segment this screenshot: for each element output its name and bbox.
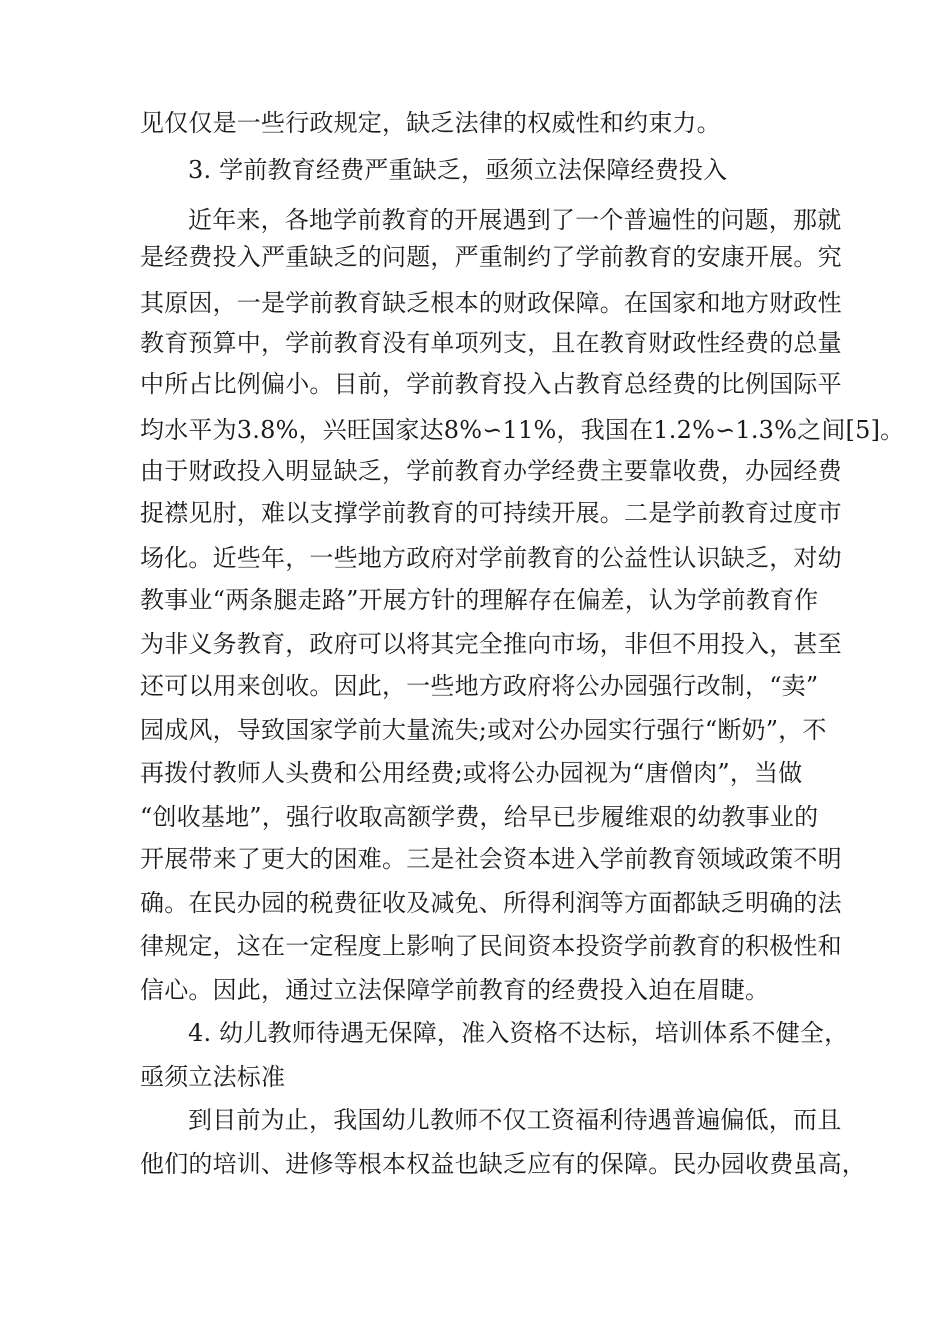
paragraph-line: 律规定，这在一定程度上影响了民间资本投资学前教育的积极性和 (140, 932, 842, 960)
paragraph-line: 是经费投入严重缺乏的问题，严重制约了学前教育的安康开展。究 (140, 243, 842, 271)
paragraph-line: 近年来，各地学前教育的开展遇到了一个普遍性的问题，那就 (188, 206, 842, 234)
paragraph-line: 教育预算中，学前教育没有单项列支，且在教育财政性经费的总量 (140, 329, 842, 357)
paragraph-line: 他们的培训、进修等根本权益也缺乏应有的保障。民办园收费虽高， (140, 1150, 866, 1178)
paragraph-line: 其原因，一是学前教育缺乏根本的财政保障。在国家和地方财政性 (140, 289, 842, 317)
paragraph-line: 教事业“两条腿走路”开展方针的理解存在偏差，认为学前教育作 (140, 586, 819, 614)
paragraph-line: 到目前为止，我国幼儿教师不仅工资福利待遇普遍偏低，而且 (188, 1106, 842, 1134)
paragraph-line: 均水平为3.8%，兴旺国家达8%∽11%，我国在1.2%∽1.3%之间[5]。 (140, 416, 905, 444)
paragraph-line: 捉襟见肘，难以支撑学前教育的可持续开展。二是学前教育过度市 (140, 499, 842, 527)
paragraph-line: 为非义务教育，政府可以将其完全推向市场，非但不用投入，甚至 (140, 630, 842, 658)
paragraph-line: 开展带来了更大的困难。三是社会资本进入学前教育领域政策不明 (140, 845, 842, 873)
paragraph-line: 由于财政投入明显缺乏，学前教育办学经费主要靠收费，办园经费 (140, 457, 842, 485)
section-heading-4-continued: 亟须立法标准 (140, 1063, 286, 1091)
paragraph-line: 园成风，导致国家学前大量流失;或对公办园实行强行“断奶”，不 (140, 716, 827, 744)
paragraph-line: “创收基地”，强行收取高额学费，给早已步履维艰的幼教事业的 (140, 803, 819, 831)
paragraph-line: 场化。近些年，一些地方政府对学前教育的公益性认识缺乏，对幼 (140, 544, 842, 572)
paragraph-line: 中所占比例偏小。目前，学前教育投入占教育总经费的比例国际平 (140, 370, 842, 398)
paragraph-line: 还可以用来创收。因此，一些地方政府将公办园强行改制，“卖” (140, 672, 819, 700)
paragraph-line: 信心。因此，通过立法保障学前教育的经费投入迫在眉睫。 (140, 976, 770, 1004)
section-heading-4: 4. 幼儿教师待遇无保障，准入资格不达标，培训体系不健全， (188, 1019, 849, 1047)
paragraph-line: 再拨付教师人头费和公用经费;或将公办园视为“唐僧肉”，当做 (140, 759, 803, 787)
section-heading-3: 3. 学前教育经费严重缺乏，亟须立法保障经费投入 (188, 156, 728, 184)
paragraph-line: 确。在民办园的税费征收及减免、所得利润等方面都缺乏明确的法 (140, 889, 842, 917)
paragraph-line: 见仅仅是一些行政规定，缺乏法律的权威性和约束力。 (140, 109, 721, 137)
